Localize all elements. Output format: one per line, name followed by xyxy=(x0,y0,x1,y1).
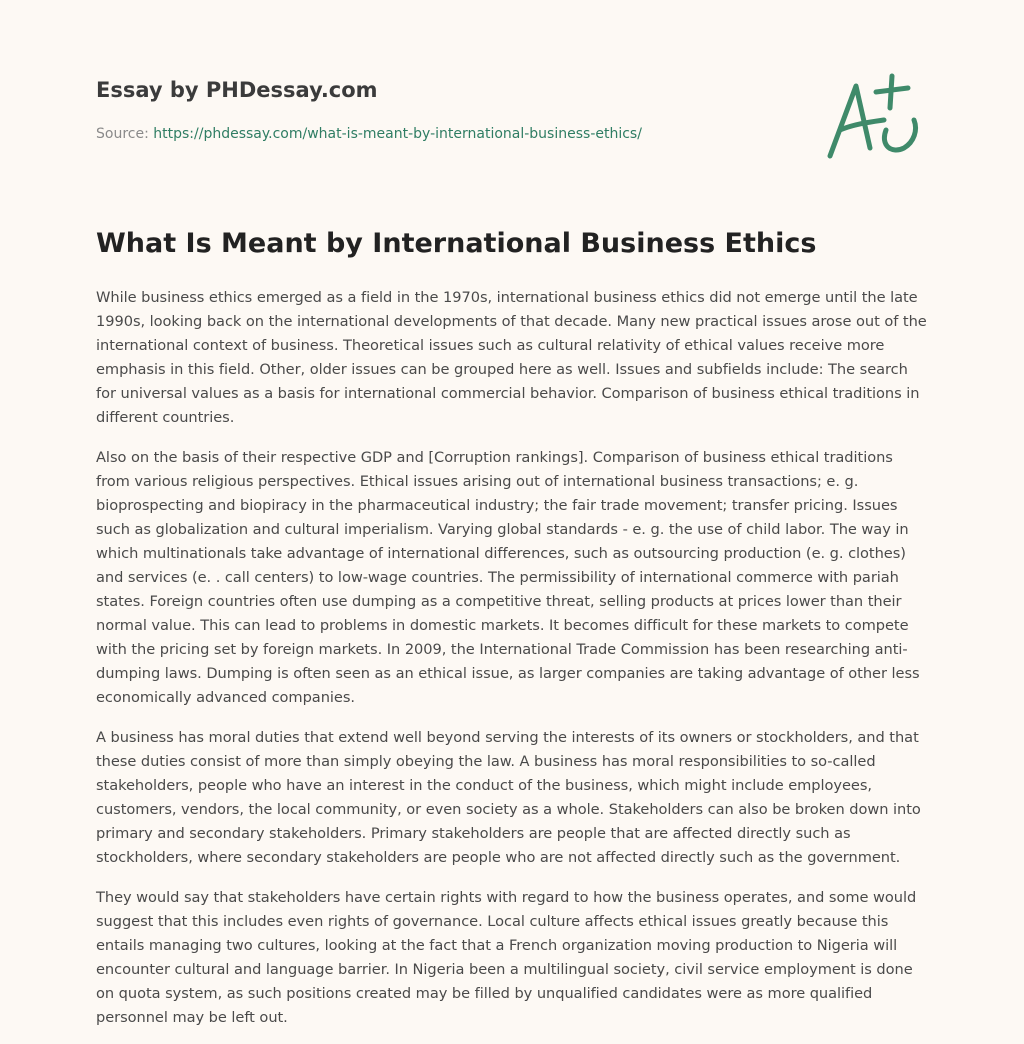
paragraph: While business ethics emerged as a field in the 1970s, international business ethics did not emerge until the late 1990s, looking back on the international developments of that decade. Many new practical issues arose out of the international context of business. Theoretical issues such as cultural relativity of ethical values receive more emphasis in this field. Other, older issues can be grouped here as well. Issues and subfields include: The search for universal values as a basis for international commercial behavior. Comparison of business ethical traditions in different countries. xyxy=(96,289,927,426)
paragraph: They would say that stakeholders have certain rights with regard to how the business operates, and some would suggest that this includes even rights of governance. Local culture affects ethical issues greatly because this entails managing two cultures, looking at the fact that a French organization moving production to Nigeria will encounter cultural and language barrier. In Nigeria been a multilingual society, civil service employment is done on quota system, as such positions created may be filled by unqualified candidates were as more qualified personnel may be left out. xyxy=(96,889,917,1026)
site-brand: Essay by PHDessay.com xyxy=(96,78,378,102)
source-label: Source: xyxy=(96,126,154,142)
page-title: What Is Meant by International Business Ethics xyxy=(96,228,817,259)
paragraph: Also on the basis of their respective GDP and [Corruption rankings]. Comparison of business ethical traditions from various religious perspectives. Ethical issues arising out of international business transactions; e. g. bioprospecting and biopiracy in the pharmaceutical industry; the fair trade movement; transfer pricing. Issues such as globalization and cultural imperialism. Varying global standards - e. g. the use of child labor. The way in which multinationals take advantage of international differences, such as outsourcing production (e. g. clothes) and services (e. . call centers) to low-wage countries. The permissibility of international commerce with pariah states. Foreign countries often use dumping as a competitive threat, selling products at prices lower than their normal value. This can lead to problems in domestic markets. It becomes difficult for these markets to compete with the pricing set by foreign markets. In 2009, the International Trade Commission has been researching anti-dumping laws. Dumping is often seen as an ethical issue, as larger companies are taking advantage of other less economically advanced companies. xyxy=(96,449,920,706)
paragraph: A business has moral duties that extend well beyond serving the interests of its owners or stockholders, and that these duties consist of more than simply obeying the law. A business has moral responsibilities to so-called stakeholders, people who have an interest in the conduct of the business, which might include employees, customers, vendors, the local community, or even society as a whole. Stakeholders can also be broken down into primary and secondary stakeholders. Primary stakeholders are people that are affected directly such as stockholders, where secondary stakeholders are people who are not affected directly such as the government. xyxy=(96,729,921,866)
essay-body xyxy=(96,286,928,1044)
page-header xyxy=(96,76,736,144)
a-plus-icon xyxy=(820,68,930,168)
source-line xyxy=(96,124,736,144)
source-link[interactable]: https://phdessay.com/what-is-meant-by-international-business-ethics/ xyxy=(153,126,642,142)
